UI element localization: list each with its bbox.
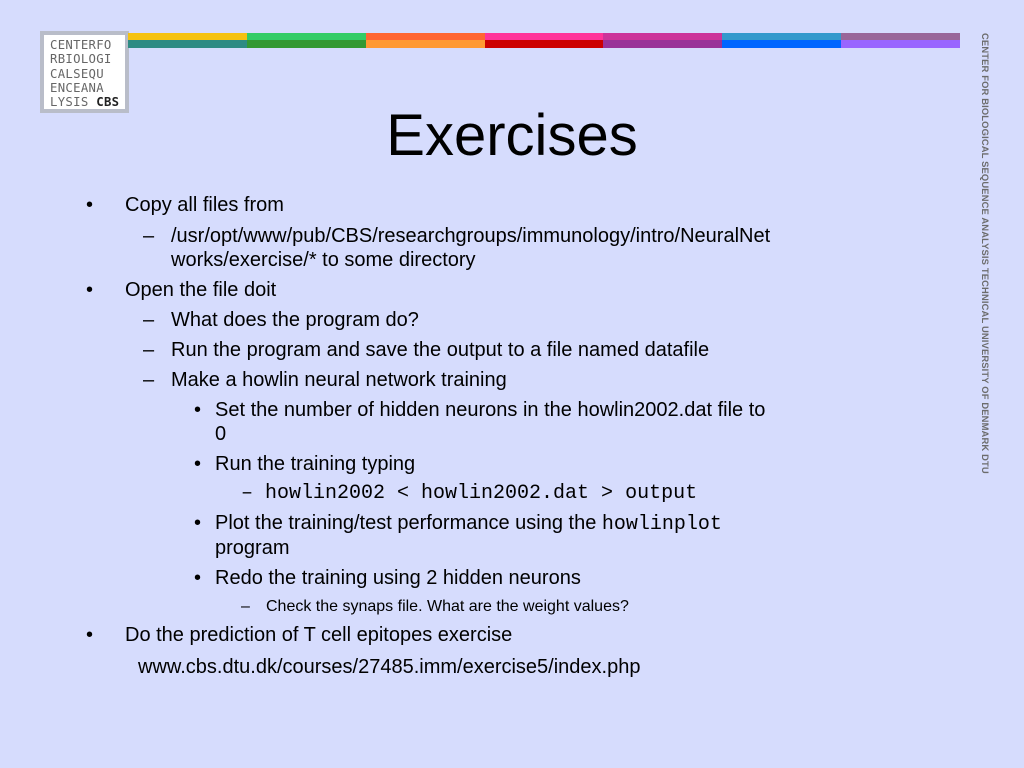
logo-line-2: RBIOLOGI xyxy=(50,52,112,67)
sub-set-neurons-line-1: Set the number of hidden neurons in the howlin2002.dat file to xyxy=(215,399,766,421)
dash-marker: – xyxy=(143,369,155,391)
bullet-marker: • xyxy=(86,279,94,301)
sub-check-synaps: Check the synaps file. What are the weight values? xyxy=(266,598,629,615)
bullet-marker: • xyxy=(86,624,94,646)
bullet-prediction: Do the prediction of T cell epitopes exercise xyxy=(125,624,513,646)
logo-line-1: CENTERFO xyxy=(50,38,112,52)
bullet-copy-files: Copy all files from xyxy=(125,194,284,216)
bullet-marker: • xyxy=(194,399,202,421)
side-banner-text: CENTER FOR BIOLOGICAL SEQUENCE ANALYSIS TECHNICAL UNIVERSITY OF DENMARK DTU xyxy=(980,33,991,474)
plot-text: Plot the training/test performance using the xyxy=(215,512,602,534)
logo-line-3: CALSEQU xyxy=(50,66,104,81)
dash-marker: – xyxy=(143,339,155,361)
dash-marker: – xyxy=(143,225,155,247)
bullet-open-doit: Open the file doit xyxy=(125,279,277,301)
bullet-marker: • xyxy=(194,453,202,475)
howlinplot-code: howlinplot xyxy=(601,513,722,536)
bullet-marker: • xyxy=(194,567,202,589)
logo-line-4: ENCEANA xyxy=(50,80,104,95)
slide-title: Exercises xyxy=(386,103,638,168)
sub-plot-performance xyxy=(215,511,722,537)
sub-path-line-2: works/exercise/* to some directory xyxy=(171,249,476,271)
bullet-marker: • xyxy=(86,194,94,216)
bullet-marker: • xyxy=(194,512,202,534)
sub-set-neurons-line-2: 0 xyxy=(215,423,227,445)
dash-marker: – xyxy=(143,309,155,331)
sub-run-training: Run the training typing xyxy=(215,453,416,475)
dash-marker: – xyxy=(241,598,250,615)
sub-plot-line-2: program xyxy=(215,537,290,559)
sub-path-line-1: /usr/opt/www/pub/CBS/researchgroups/immunology/intro/NeuralNet xyxy=(171,225,771,247)
sub-program-do: What does the program do? xyxy=(171,309,419,331)
sub-run-program: Run the program and save the output to a file named datafile xyxy=(171,339,710,361)
exercise-url: www.cbs.dtu.dk/courses/27485.imm/exercise5/index.php xyxy=(138,656,641,678)
sub-howlin-training: Make a howlin neural network training xyxy=(171,369,507,391)
command-howlin: – howlin2002 < howlin2002.dat > output xyxy=(241,482,698,505)
sub-redo-training: Redo the training using 2 hidden neurons xyxy=(215,567,581,589)
logo-cbs: CBS xyxy=(96,95,120,110)
logo-line-5: LYSIS xyxy=(50,95,89,110)
